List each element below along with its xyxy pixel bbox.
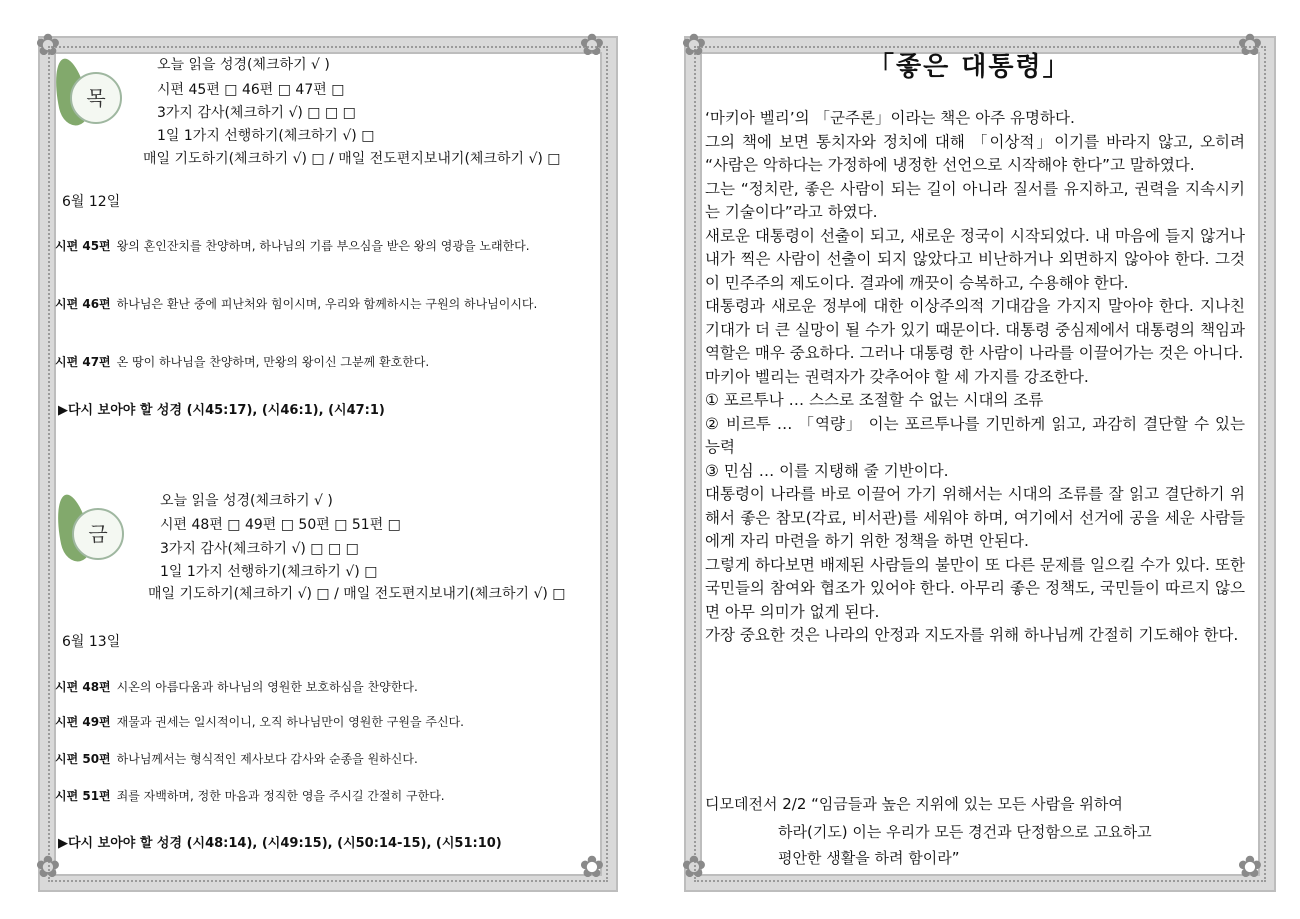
verse-line: 하라(기도) 이는 우리가 모든 경건과 단정함으로 고요하고 [778,823,1152,841]
psalm-summary [55,676,595,699]
article-body [705,107,1245,648]
lily-leaf-icon [58,494,122,574]
flower-corner-icon: ✿ [681,850,707,885]
psalm-summary [55,235,595,258]
flower-corner-icon: ✿ [579,28,605,63]
date-label: 6월 12일 [62,194,121,210]
paragraph: 그의 책에 보면 통치자와 정치에 대해 「이상적」이기를 바라지 않고, 오히려 “사람은 악하다는 가정하에 냉정한 선언으로 시작해야 한다”고 말하였다. [705,132,1245,174]
psalm-summary [55,748,595,771]
paragraph: 대통령이 나라를 바로 이끌어 가기 위해서는 시대의 조류를 잘 읽고 결단하기 위해서 좋은 참모(각료, 비서관)를 세워야 하며, 여기에서 선거에 공을 세운 사람들에게 자리 마련을 하기 위한 정책을 하면 안된다. [705,485,1245,550]
lily-leaf-icon [56,58,120,138]
check-line: 3가지 감사(체크하기 √) □ □ □ [160,541,359,557]
verse-line: 평안한 생활을 하려 함이라” [778,849,960,867]
psalm-ref: 시편 50편 [55,752,111,766]
paragraph: 마키아 벨리는 권력자가 갖추어야 할 세 가지를 강조한다. [705,367,1089,386]
flower-corner-icon: ✿ [681,28,707,63]
check-line: 오늘 읽을 성경(체크하기 √ ) [160,493,333,509]
check-line: 시편 48편 □ 49편 □ 50편 □ 51편 □ [160,517,401,533]
flower-corner-icon: ✿ [579,850,605,885]
flower-corner-icon: ✿ [1237,850,1263,885]
psalm-summary [55,711,595,734]
paragraph: 그는 “정치란, 좋은 사람이 되는 길이 아니라 질서를 유지하고, 권력을 지속시키는 기술이다”라고 하였다. [705,179,1245,221]
date-label: 6월 13일 [62,634,121,650]
psalm-ref: 시편 45편 [55,239,111,253]
review-verses: ▶다시 보아야 할 성경 (시48:14), (시49:15), (시50:14-15), (시51:10) [58,836,502,851]
list-item: ③ 민심 … 이를 지탱해 줄 기반이다. [705,461,949,480]
psalm-text: 시온의 아름다움과 하나님의 영원한 보호하심을 찬양한다. [116,680,418,694]
paragraph: 새로운 대통령이 선출이 되고, 새로운 정국이 시작되었다. 내 마음에 들지 않거나 내가 찍은 사람이 선출이 되지 않았다고 비난하거나 외면하지 않아야 한다. 그것이 민주주의 제도이다. 결과에 깨끗이 승복하고, 수용해야 한다. [705,226,1245,292]
paragraph: 가장 중요한 것은 나라의 안정과 지도자를 위해 하나님께 간절히 기도해야 한다. [705,626,1239,644]
psalm-text: 온 땅이 하나님을 찬양하며, 만왕의 왕이신 그분께 환호한다. [116,355,430,369]
flower-corner-icon: ✿ [35,850,61,885]
check-line: 매일 기도하기(체크하기 √) □ / 매일 전도편지보내기(체크하기 √) □ [143,151,561,167]
check-line: 오늘 읽을 성경(체크하기 √ ) [157,57,330,73]
check-line: 1일 1가지 선행하기(체크하기 √) □ [157,128,375,144]
psalm-ref: 시편 47편 [55,355,111,369]
check-line: 시편 45편 □ 46편 □ 47편 □ [157,82,345,98]
psalm-ref: 시편 48편 [55,680,111,694]
flower-corner-icon: ✿ [1237,28,1263,63]
flower-corner-icon: ✿ [35,28,61,63]
psalm-ref: 시편 49편 [55,715,111,729]
page-title: 「좋은 대통령」 [868,52,1071,82]
day-badge: 금 [72,508,124,560]
psalm-text: 하나님께서는 형식적인 제사보다 감사와 순종을 원하신다. [116,752,418,766]
day-badge: 목 [70,72,122,124]
psalm-text: 왕의 혼인잔치를 찬양하며, 하나님의 기름 부으심을 받은 왕의 영광을 노래한다. [116,239,530,253]
paragraph: ‘마키아 벨리’의 「군주론」이라는 책은 아주 유명하다. [705,109,1075,127]
psalm-text: 하나님은 환난 중에 피난처와 힘이시며, 우리와 함께하시는 구원의 하나님이시다. [116,297,538,311]
list-item: ② 비르투 … 「역량」 이는 포르투나를 기민하게 읽고, 과감히 결단할 수 있는 능력 [705,414,1245,456]
check-line: 1일 1가지 선행하기(체크하기 √) □ [160,564,378,580]
review-verses: ▶다시 보아야 할 성경 (시45:17), (시46:1), (시47:1) [58,403,385,418]
list-item: ① 포르투나 … 스스로 조절할 수 없는 시대의 조류 [705,391,1044,409]
check-line: 매일 기도하기(체크하기 √) □ / 매일 전도편지보내기(체크하기 √) □ [148,586,566,602]
psalm-summary [55,293,595,316]
psalm-text: 재물과 권세는 일시적이니, 오직 하나님만이 영원한 구원을 주신다. [116,715,464,729]
paragraph: 그렇게 하다보면 배제된 사람들의 불만이 또 다른 문제를 일으킬 수가 있다. 또한 국민들의 참여와 협조가 있어야 한다. 아무리 좋은 정책도, 국민들이 따르지 않으면 아무 의미가 없게 된다. [705,555,1245,621]
psalm-summary [55,785,595,808]
psalm-ref: 시편 51편 [55,789,111,803]
psalm-text: 죄를 자백하며, 정한 마음과 정직한 영을 주시길 간절히 구한다. [116,789,445,803]
psalm-ref: 시편 46편 [55,297,111,311]
paragraph: 대통령과 새로운 정부에 대한 이상주의적 기대감을 가지지 말아야 한다. 지나친 기대가 더 큰 실망이 될 수가 있기 때문이다. 대통령 중심제에서 대통령의 책임과 역할은 매우 중요하다. 그러나 대통령 한 사람이 나라를 이끌어가는 것은 아니다. [705,297,1245,362]
check-line: 3가지 감사(체크하기 √) □ □ □ [157,105,356,121]
verse-line: 디모데전서 2/2 “임금들과 높은 지위에 있는 모든 사람을 위하여 [705,795,1123,813]
psalm-summary [55,351,595,374]
